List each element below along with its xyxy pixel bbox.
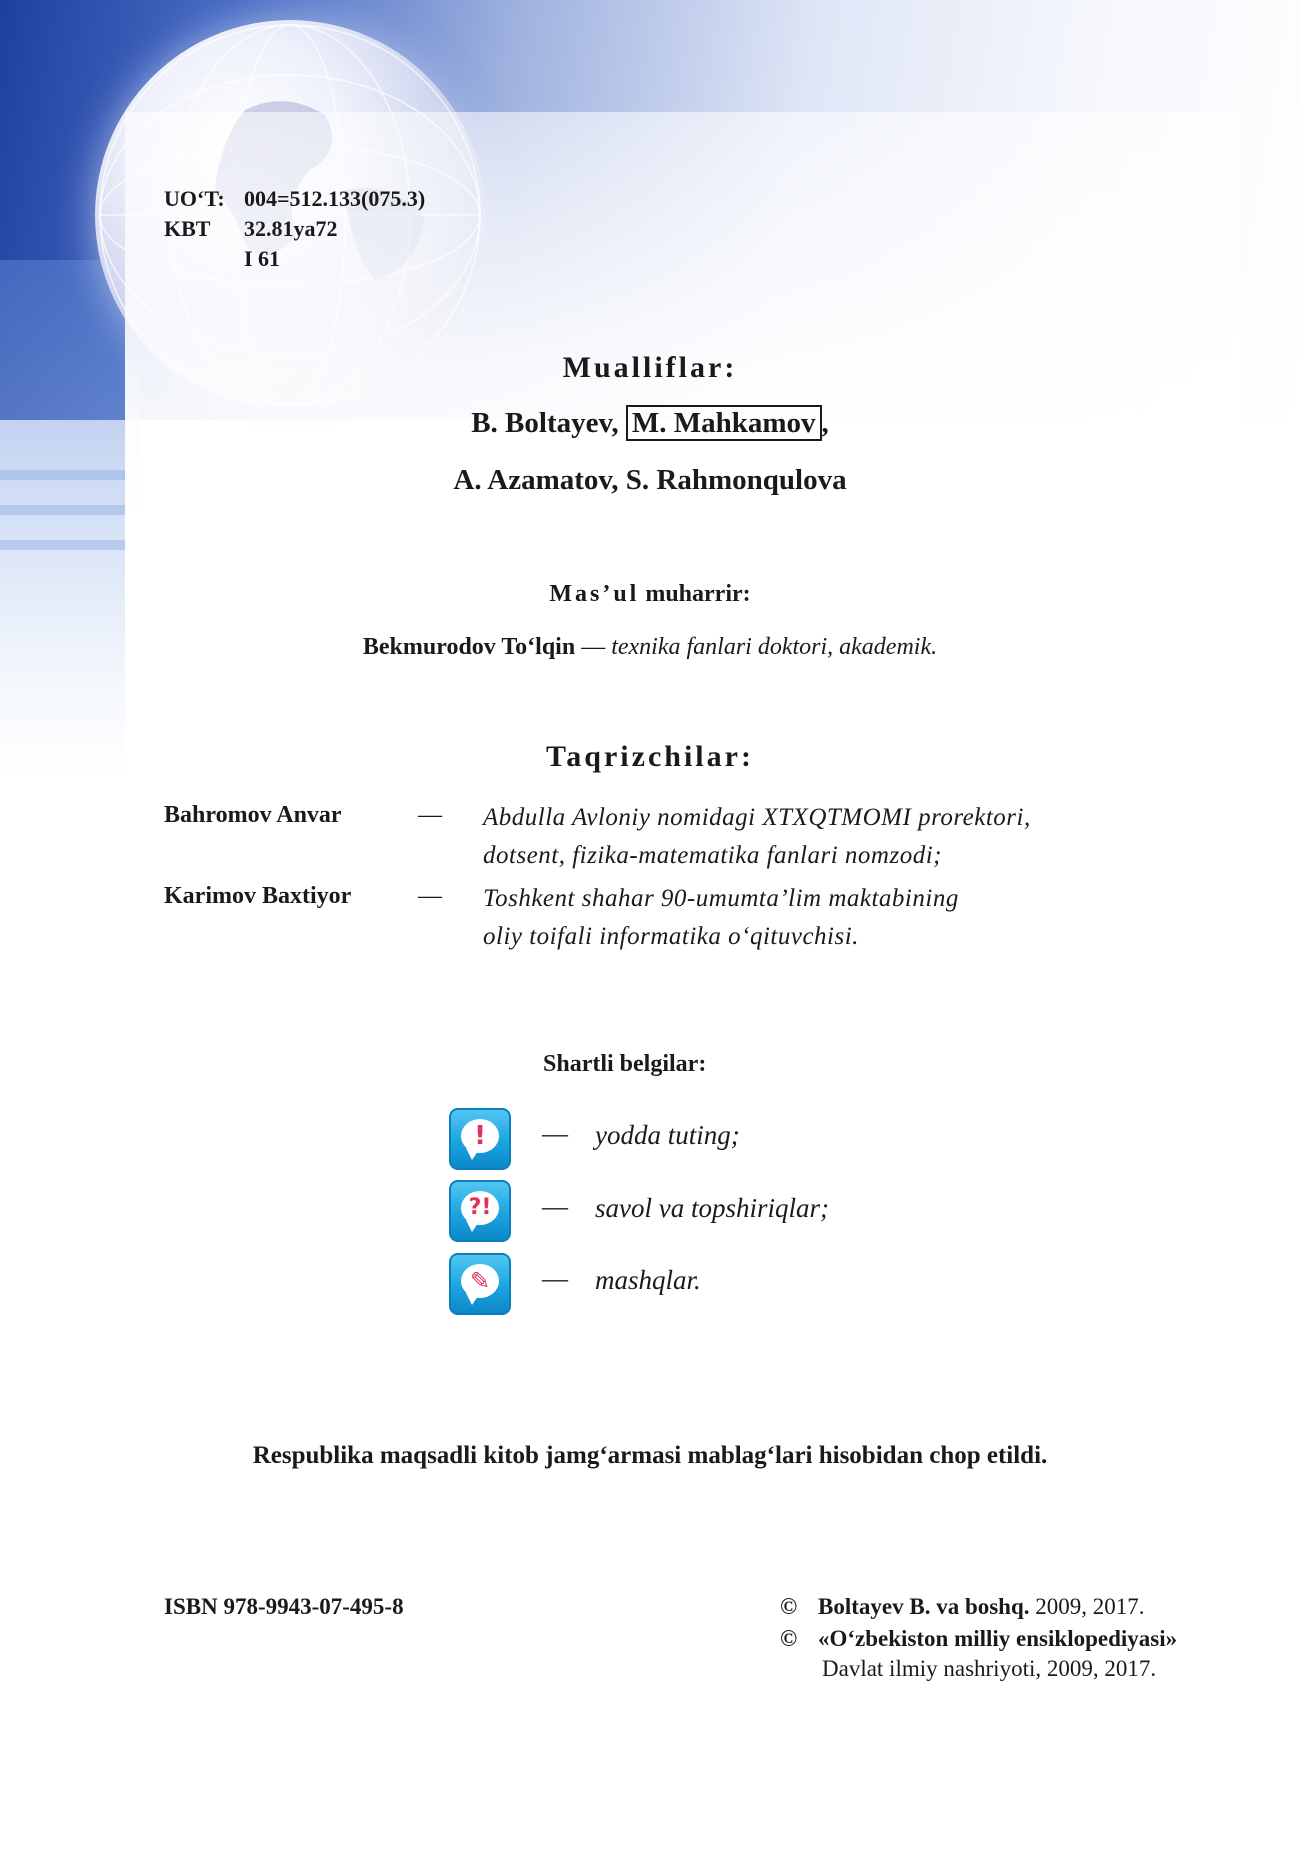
- copyright-symbol: ©: [780, 1594, 798, 1619]
- icon-glyph: ?!: [468, 1195, 492, 1220]
- copyright-years: 2009, 2017.: [1035, 1594, 1145, 1619]
- reviewer-description-line: oliy toifali informatika o‘qituvchisi.: [483, 923, 859, 950]
- icon-glyph: ✎: [469, 1267, 491, 1295]
- code-key: KBT: [164, 216, 211, 241]
- authors-line-1: [0, 407, 1300, 440]
- code-row: [164, 214, 425, 244]
- funding-note: Respublika maqsadli kitob jamg‘armasi mablag‘lari hisobidan chop etildi.: [252, 1442, 1048, 1469]
- legend-text: savol va topshiriqlar;: [595, 1193, 829, 1223]
- author-name-boxed: M. Mahkamov: [626, 405, 822, 441]
- isbn: ISBN 978-9943-07-495-8: [164, 1594, 404, 1619]
- decor-bar: [0, 540, 125, 550]
- pencil-icon: [449, 1253, 511, 1315]
- publisher-name: «O‘zbekiston milliy ensiklopediyasi»: [818, 1626, 1178, 1651]
- code-row: [164, 244, 425, 274]
- publisher-line: Davlat ilmiy nashriyoti, 2009, 2017.: [822, 1656, 1157, 1681]
- authors-line-2: A. Azamatov, S. Rahmonqulova: [453, 464, 847, 496]
- author-name: B. Boltayev,: [471, 407, 619, 439]
- reviewer-name: Bahromov Anvar: [164, 802, 342, 828]
- editor-heading-word: Mas’ul: [549, 581, 640, 607]
- editor-line: [0, 634, 1300, 661]
- reviewer-name: Karimov Baxtiyor: [164, 883, 352, 909]
- reviewers-heading: Taqrizchilar:: [546, 740, 754, 773]
- reviewer-description-line: Abdulla Avloniy nomidagi XTXQTMOMI prorektori,: [483, 804, 1031, 831]
- copyright-holder: Boltayev B. va boshq.: [818, 1594, 1030, 1619]
- reviewer-dash: —: [418, 883, 442, 909]
- editor-heading: [0, 581, 1300, 608]
- legend-text: yodda tuting;: [595, 1120, 740, 1150]
- reviewer-dash: —: [418, 802, 442, 828]
- editor-heading-word: muharrir:: [645, 581, 751, 607]
- question-exclamation-icon: [449, 1180, 511, 1242]
- copyright-symbol: ©: [780, 1626, 798, 1651]
- code-value: I 61: [244, 246, 281, 271]
- authors-heading: Mualliflar:: [562, 351, 738, 384]
- classification-codes: [164, 184, 425, 274]
- author-separator: ,: [821, 407, 829, 439]
- editor-dash: —: [581, 634, 606, 660]
- reviewer-description-line: dotsent, fizika-matematika fanlari nomzodi;: [483, 842, 942, 869]
- legend-dash: —: [542, 1119, 568, 1148]
- copyright-line: [780, 1626, 1177, 1652]
- code-value: 32.81ya72: [244, 216, 338, 241]
- decor-bar: [0, 505, 125, 515]
- copyright-line: [780, 1594, 1145, 1620]
- exclamation-icon: [449, 1108, 511, 1170]
- icon-glyph: !: [474, 1121, 486, 1151]
- reviewer-description: [483, 799, 1031, 875]
- editor-title: texnika fanlari doktori, akademik.: [611, 634, 938, 660]
- legend-dash: —: [542, 1192, 568, 1221]
- code-value: 004=512.133(075.3): [244, 186, 426, 211]
- reviewer-description-line: Toshkent shahar 90-umumta’lim maktabining: [483, 885, 959, 912]
- legend-dash: —: [542, 1264, 568, 1293]
- legend-heading: Shartli belgilar:: [543, 1051, 707, 1077]
- code-key: UO‘T:: [164, 186, 225, 211]
- code-key: [164, 244, 244, 274]
- code-row: [164, 184, 425, 214]
- editor-name: Bekmurodov To‘lqin: [362, 634, 576, 660]
- reviewer-description: [483, 880, 959, 956]
- legend-text: mashqlar.: [595, 1265, 701, 1295]
